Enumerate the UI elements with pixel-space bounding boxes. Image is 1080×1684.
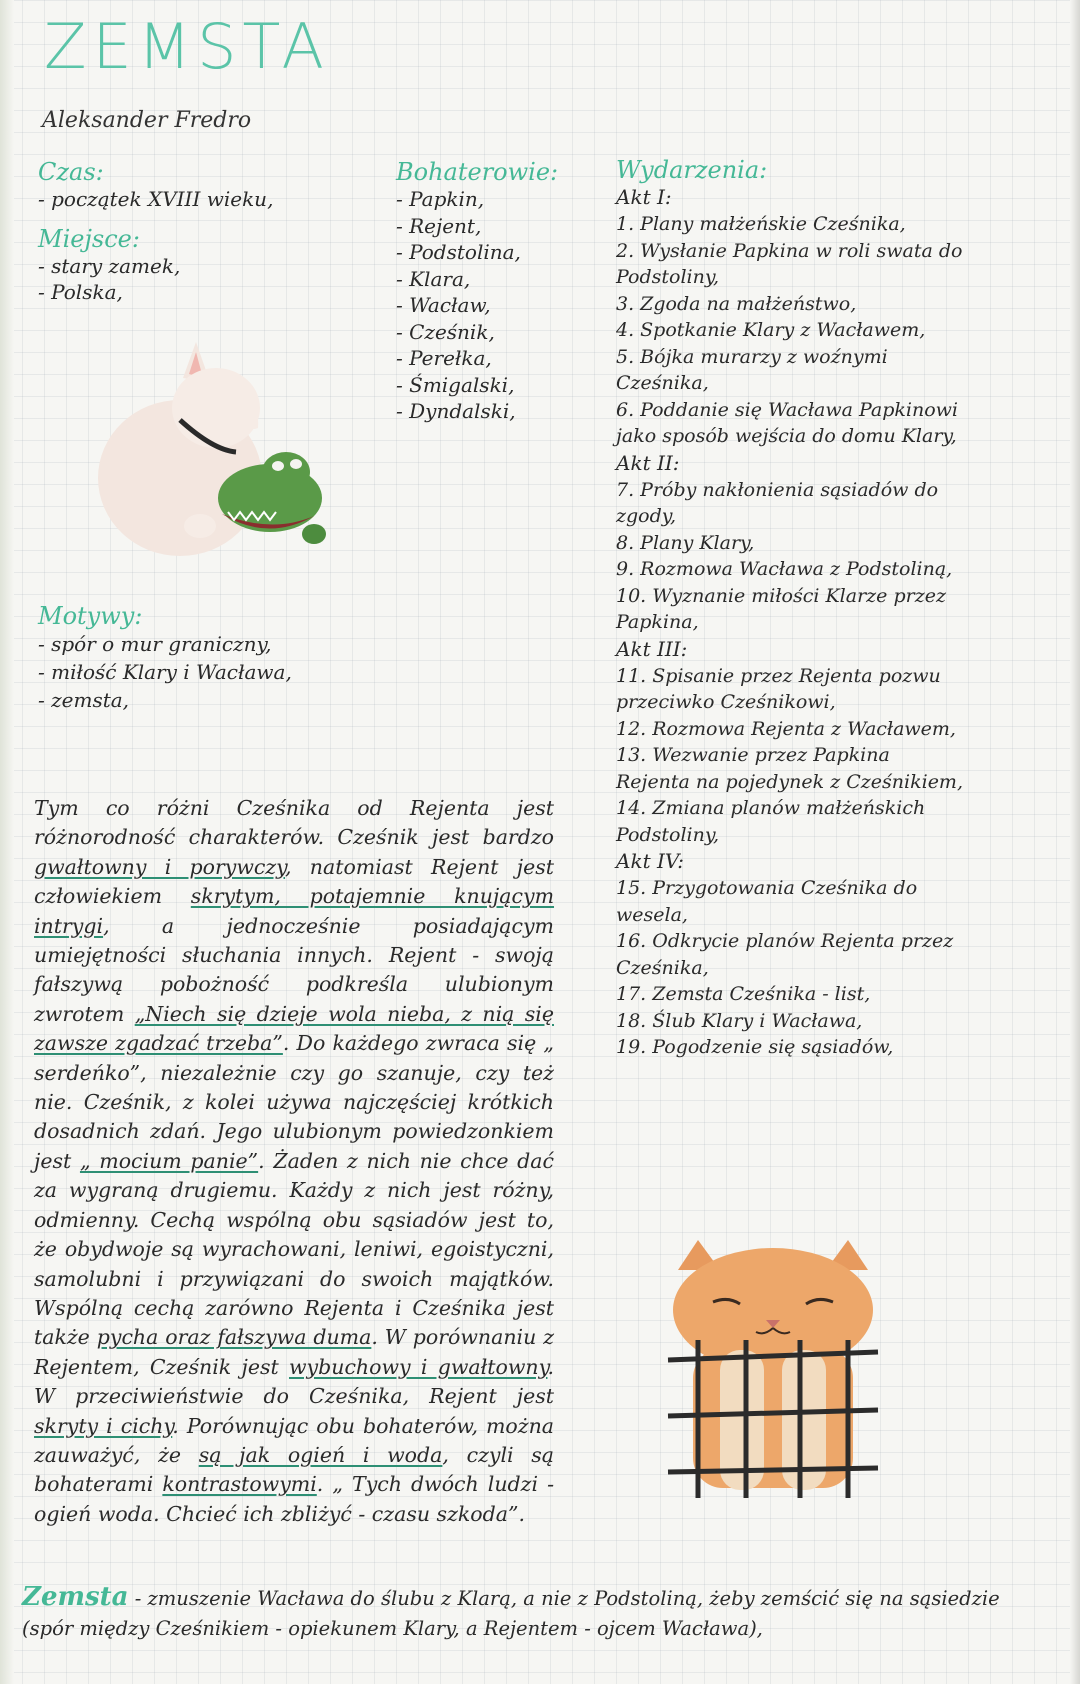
list-item: - Dyndalski, <box>396 399 516 423</box>
list-item: 9. Rozmowa Wacława z Podstoliną, <box>616 558 953 580</box>
act-3-list <box>616 663 966 849</box>
list-item: - Papkin, <box>396 187 485 211</box>
cat-with-crocodile-toy-illustration <box>88 338 338 578</box>
paragraph-text: . „ Tych dwóch ludzi - ogień woda. Chcieć ich zbliżyć - czasu szkoda”. <box>34 1472 554 1526</box>
list-item: 11. Spisanie przez Rejenta pozwu przeciwko Cześnikowi, <box>616 664 941 713</box>
definition-term: Zemsta <box>22 1582 129 1612</box>
list-item: 17. Zemsta Cześnika - list, <box>616 983 871 1005</box>
highlighted-phrase: „Niech się dzieje wola nieba, z nią się zawsze zgadzać trzeba” <box>34 1001 554 1056</box>
miejsce-list <box>38 253 378 306</box>
list-item: - stary zamek, <box>38 253 181 278</box>
list-item: 19. Pogodzenie się sąsiadów, <box>616 1036 894 1058</box>
bohaterowie-list <box>396 186 596 425</box>
list-item: 15. Przygotowania Cześnika do wesela, <box>616 877 918 926</box>
setting-section <box>38 158 378 318</box>
highlighted-phrase: są jak ogień i woda <box>198 1442 443 1467</box>
motywy-list <box>38 630 378 714</box>
list-item: 12. Rozmowa Rejenta z Wacławem, <box>616 717 956 740</box>
miejsce-heading: Miejsce: <box>38 224 140 253</box>
comparison-paragraph <box>34 794 554 1529</box>
czas-block <box>38 158 378 213</box>
motifs-section <box>38 602 378 714</box>
list-item: - Cześnik, <box>396 319 495 344</box>
highlighted-phrase: pycha oraz fałszywa duma <box>96 1325 372 1350</box>
list-item: 1. Plany małżeńskie Cześnika, <box>616 213 906 235</box>
highlighted-phrase: „ mocium panie” <box>79 1148 259 1173</box>
list-item: - zemsta, <box>38 688 130 712</box>
list-item: - Perełka, <box>396 346 492 370</box>
paragraph-text: . W porównaniu z Rejentem, Cześnik jest <box>34 1325 554 1379</box>
paragraph-text: . Żaden z nich nie chce dać za wygraną drugiemu. Każdy z nich jest różny, odmienny. Cechą wspólną obu sąsiadów jest to, że obydwoje są wyrachowani, leniwi, egoistyczni, samolubni i przywiązani do swoich majątków. Wspólną cechą zarówno Rejenta i Cześnika jest także <box>34 1148 554 1350</box>
list-item: - Wacław, <box>396 293 491 317</box>
events-section <box>616 156 966 1061</box>
paragraph-text: , natomiast Rejent jest człowiekiem <box>34 854 554 909</box>
paragraph-text: . Do każdego zwraca się „ serdeńko”, niezależnie czy go szanuje, czy też nie. Cześnik, z kolei używa najczęściej krótkich dosadnich zdań. Jego ulubionym powiedzonkiem jest <box>34 1031 554 1173</box>
paragraph-text: , a jednocześnie posiadającym umiejętności słuchania innych. Rejent - swoją fałszywą pobożność podkreśla ulubionym zwrotem <box>34 913 554 1026</box>
highlighted-phrase: kontrastowymi <box>162 1472 317 1497</box>
highlighted-phrase: wybuchowy i gwałtowny <box>289 1354 548 1379</box>
highlighted-phrase: skryty i cichy <box>34 1413 173 1438</box>
paragraph-text: Tym co różni Cześnika od Rejenta jest różnorodność charakterów. Cześnik jest bardzo <box>34 796 554 850</box>
act-1-list <box>616 211 966 450</box>
act-1-label: Akt I: <box>616 185 672 209</box>
page-left-edge <box>0 0 14 1684</box>
list-item: 8. Plany Klary, <box>616 531 755 554</box>
highlighted-phrase: skrytym, potajemnie knującym intrygi <box>34 884 555 938</box>
list-item: 5. Bójka murarzy z woźnymi Cześnika, <box>616 345 888 394</box>
act-4-label: Akt IV: <box>616 849 685 873</box>
highlighted-phrase: gwałtowny i porywczy <box>34 854 286 879</box>
list-item: 14. Zmiana planów małżeńskich Podstoliny, <box>616 797 926 846</box>
list-item: - Podstolina, <box>396 240 521 264</box>
list-item: 6. Poddanie się Wacława Papkinowi jako sposób wejścia do domu Klary, <box>616 398 958 447</box>
page-title: ZEMSTA <box>44 10 330 83</box>
list-item: 18. Ślub Klary i Wacława, <box>616 1009 863 1032</box>
characters-section <box>396 158 596 425</box>
bohaterowie-heading: Bohaterowie: <box>396 158 559 186</box>
author-name: Aleksander Fredro <box>42 108 252 133</box>
list-item: - Polska, <box>38 280 123 304</box>
miejsce-block <box>38 225 378 306</box>
paragraph-text: . Porównując obu bohaterów, można zauważyć, że <box>34 1413 555 1467</box>
act-2-list <box>616 477 966 636</box>
czas-heading: Czas: <box>38 158 104 186</box>
list-item: - Śmigalski, <box>396 372 515 397</box>
list-item: 2. Wysłanie Papkina w roli swata do Podstoliny, <box>616 239 963 288</box>
paragraph-text: , czyli są bohaterami <box>34 1442 554 1497</box>
list-item: - początek XVIII wieku, <box>38 187 274 211</box>
list-item: - Rejent, <box>396 213 482 238</box>
act-4-list <box>616 875 966 1061</box>
act-2-label: Akt II: <box>616 450 680 475</box>
list-item: 4. Spotkanie Klary z Wacławem, <box>616 319 926 341</box>
page-right-edge <box>1070 0 1080 1684</box>
definition-text: - zmuszenie Wacława do ślubu z Klarą, a nie z Podstoliną, żeby zemścić się na sąsiedzie (spór między Cześnikiem - opiekunem Klary, a Rejentem - ojcem Wacława), <box>22 1587 1000 1640</box>
list-item: - miłość Klary i Wacława, <box>38 660 292 684</box>
list-item: - Klara, <box>396 266 471 291</box>
act-3-label: Akt III: <box>616 636 688 661</box>
czas-list <box>38 186 378 213</box>
paragraph-text: . W przeciwieństwie do Cześnika, Rejent jest <box>34 1354 554 1409</box>
list-item: 3. Zgoda na małżeństwo, <box>616 292 857 315</box>
list-item: - spór o mur graniczny, <box>38 632 272 656</box>
list-item: 16. Odkrycie planów Rejenta przez Cześnika, <box>616 930 954 979</box>
wydarzenia-heading: Wydarzenia: <box>616 156 768 184</box>
zemsta-definition <box>22 1582 1032 1644</box>
cat-behind-bars-illustration <box>658 1240 888 1500</box>
list-item: 7. Próby nakłonienia sąsiadów do zgody, <box>616 478 939 527</box>
list-item: 13. Wezwanie przez Papkina Rejenta na pojedynek z Cześnikiem, <box>616 744 963 793</box>
list-item: 10. Wyznanie miłości Klarze przez Papkina, <box>616 584 946 633</box>
motywy-heading: Motywy: <box>38 602 143 630</box>
